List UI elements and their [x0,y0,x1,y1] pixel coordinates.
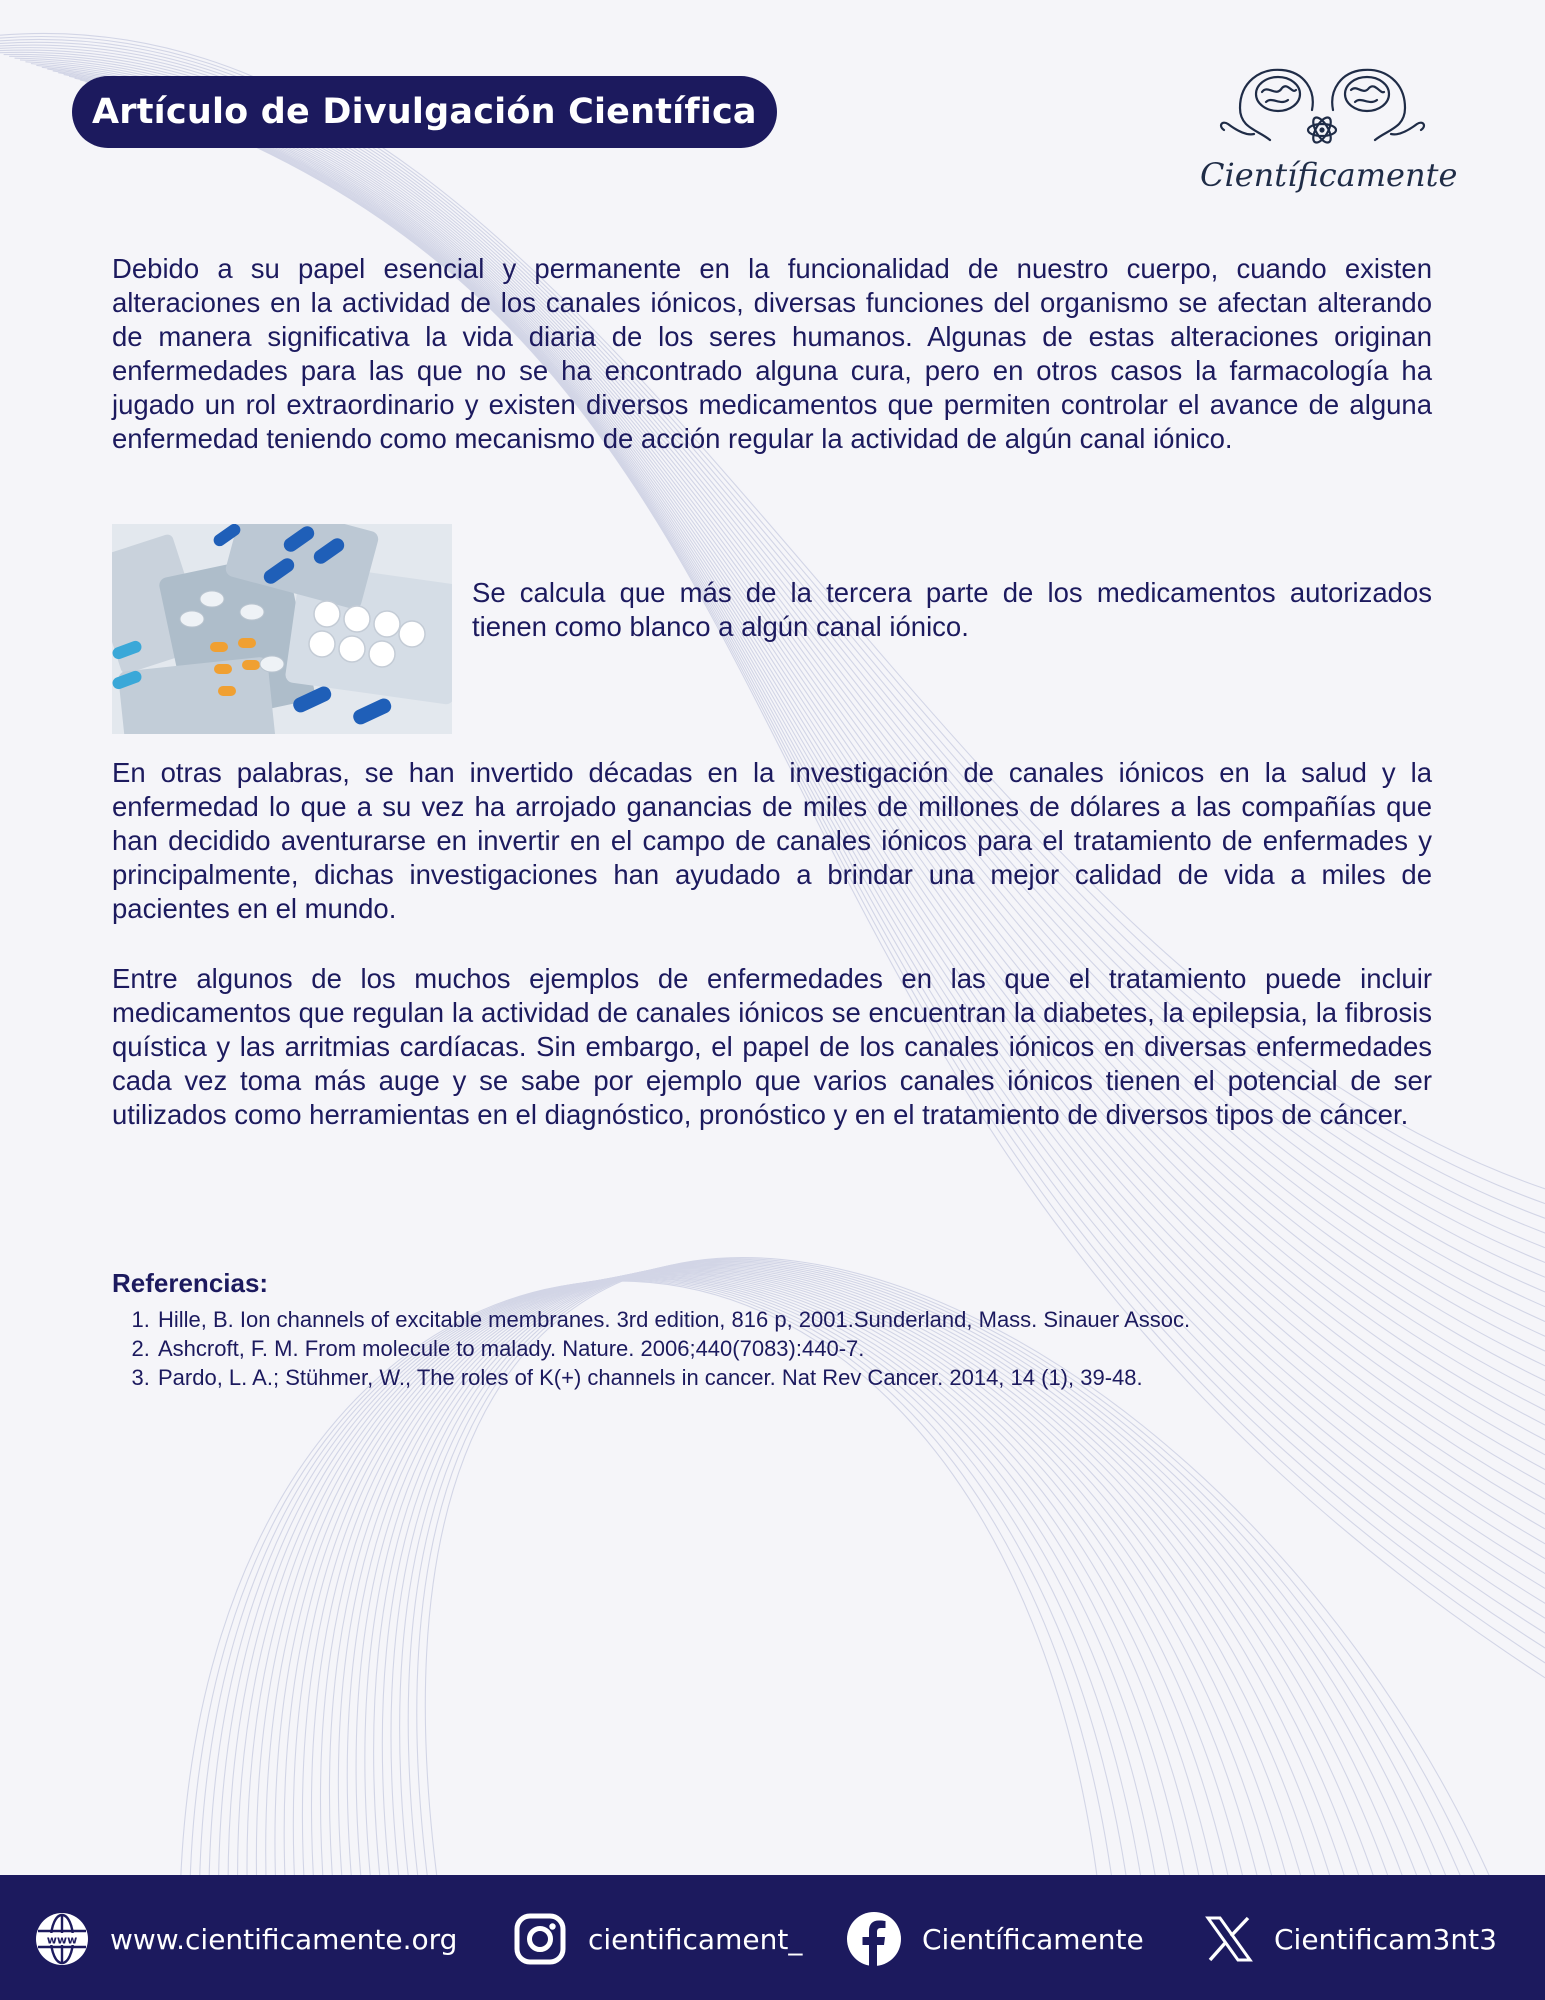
reference-item: 2. Ashcroft, F. M. From molecule to malady. Nature. 2006;440(7083):440-7. [156,1334,1432,1363]
instagram-icon [512,1911,568,1967]
brains-logo-icon [1200,60,1445,160]
intro-paragraph: Debido a su papel esencial y permanente en la funcionalidad de nuestro cuerpo, cuando existen alteraciones en la actividad de los canales iónicos, diversas funciones del organismo se afectan alterando de manera significativa la vida diaria de los seres humanos. Algunas de estas alteraciones originan enfermedades para las que no se ha encontrado alguna cura, pero en otros casos la farmacología ha jugado un rol extraordinario y existen diversos medicamentos que permiten controlar el avance de alguna enfermedad teniendo como mecanismo de acción regular la actividad de algún canal iónico. [112,253,1432,454]
footer-instagram[interactable] [512,1911,802,1967]
article-type-badge [72,76,777,148]
facebook-icon [846,1911,902,1967]
references-section [112,1268,1432,1392]
reference-item: 3. Pardo, L. A.; Stühmer, W., The roles of K(+) channels in cancer. Nat Rev Cancer. 2014, 14 (1), 39-48. [156,1363,1432,1392]
second-paragraph: En otras palabras, se han invertido décadas en la investigación de canales iónicos en la salud y la enfermedad lo que a su vez ha arrojado ganancias de miles de millones de dólares a las compañías que han decidido aventurarse en invertir en el campo de canales iónicos para el tratamiento de enfermades y principalmente, dichas investigaciones han ayudado a brindar una mejor calidad de vida a miles de pacientes en el mundo. [112,757,1432,924]
svg-text:www: www [46,1933,78,1947]
reference-item: 1. Hille, B. Ion channels of excitable membranes. 3rd edition, 816 p, 2001.Sunderland, Mass. Sinauer Assoc. [156,1305,1432,1334]
references-heading: Referencias: [112,1268,269,1298]
references-list [112,1305,1432,1392]
x-handle: Cientificam3nt3 [1274,1922,1497,1956]
instagram-handle: cientificament_ [588,1922,803,1956]
footer-x[interactable] [1204,1911,1497,1967]
website-label: www.cientificamente.org [110,1922,458,1956]
globe-icon [34,1911,90,1967]
footer-website[interactable] [34,1911,457,1967]
brand-logo [1200,60,1458,210]
facebook-name: Científicamente [922,1922,1144,1956]
logo-wordmark: Científicamente [1200,156,1458,194]
footer-facebook[interactable] [846,1911,1144,1967]
x-icon [1204,1914,1254,1964]
image-caption-text: Se calcula que más de la tercera parte de los medicamentos autorizados tienen como blanco a algún canal iónico. [472,577,1432,642]
footer-bar [0,1875,1545,2000]
medication-blister-packs-photo [112,524,452,734]
article-type-title: Artículo de Divulgación Científica [92,92,757,132]
third-paragraph: Entre algunos de los muchos ejemplos de enfermedades en las que el tratamiento puede incluir medicamentos que regulan la actividad de canales iónicos se encuentran la diabetes, la epilepsia, la fibrosis quística y las arritmias cardíacas. Sin embargo, el papel de los canales iónicos en diversas enfermedades cada vez toma más auge y se sabe por ejemplo que varios canales iónicos tienen el potencial de ser utilizados como herramientas en el diagnóstico, pronóstico y en el tratamiento de diversos tipos de cáncer. [112,963,1432,1130]
